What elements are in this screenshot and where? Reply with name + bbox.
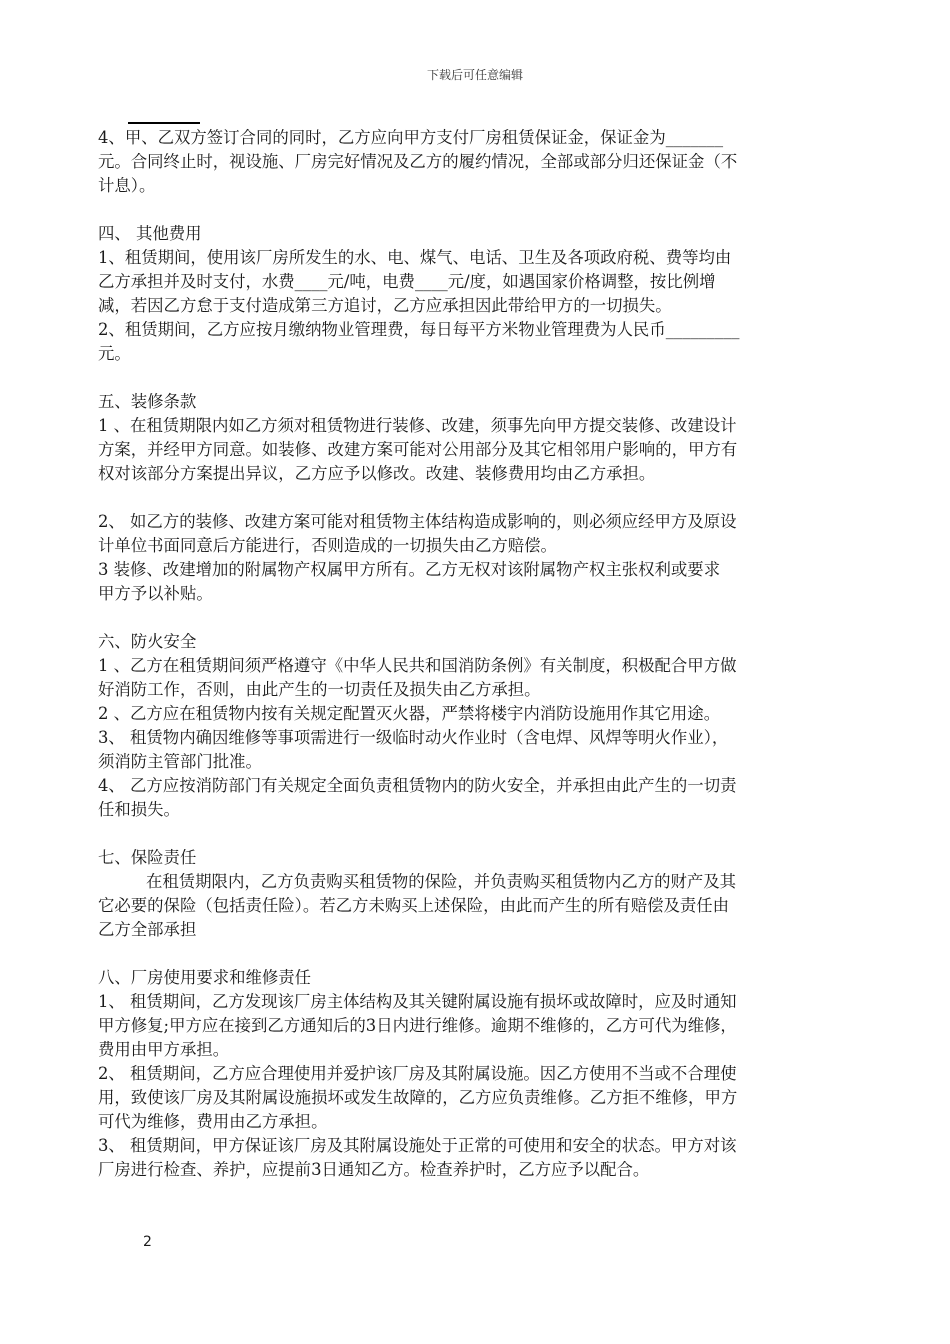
text-line: 在租赁期限内，乙方负责购买租赁物的保险，并负责购买租赁物内乙方的财产及其 [146,872,737,891]
text-line: 1、 租赁期间，乙方发现该厂房主体结构及其关键附属设施有损坏或故障时，应及时通知 [98,992,737,1011]
text-line: 乙方全部承担 [98,920,197,939]
section-heading: 六、防火安全 [98,632,197,651]
text-line: 费用由甲方承担。 [98,1040,230,1059]
paragraph-gap [98,606,854,630]
text-line: 元。 [98,344,131,363]
page-header: 下载后可任意编辑 [426,68,523,82]
section-heading: 四、 其他费用 [98,224,202,243]
text-line: 1 、在租赁期限内如乙方须对租赁物进行装修、改建，须事先向甲方提交装修、改建设计 [98,416,737,435]
page-number: 2 [143,1234,152,1250]
text-line: 2、租赁期间，乙方应按月缴纳物业管理费，每日每平方米物业管理费为人民币_________ [98,320,740,339]
text-line: 4、甲、乙双方签订合同的同时，乙方应向甲方支付厂房租赁保证金，保证金为_______ [98,128,724,147]
document-body [98,126,854,1182]
paragraph-gap [98,942,854,966]
paragraph-gap [98,198,854,222]
text-line: 2、 如乙方的装修、改建方案可能对租赁物主体结构造成影响的，则必须应经甲方及原设 [98,512,737,531]
section-heading: 五、装修条款 [98,392,197,411]
text-line: 可代为维修，费用由乙方承担。 [98,1112,328,1131]
text-line: 方案，并经甲方同意。如装修、改建方案可能对公用部分及其它相邻用户影响的，甲方有 [98,440,738,459]
text-line: 权对该部分方案提出异议，乙方应予以修改。改建、装修费用均由乙方承担。 [98,464,656,483]
text-line: 1、租赁期间，使用该厂房所发生的水、电、煤气、电话、卫生及各项政府税、费等均由 [98,248,732,267]
text-line: 元。合同终止时，视设施、厂房完好情况及乙方的履约情况，全部或部分归还保证金（不 [98,152,738,171]
text-line: 乙方承担并及时支付，水费____元/吨，电费____元/度，如遇国家价格调整，按比例增 [98,272,716,291]
text-line: 2 、乙方应在租赁物内按有关规定配置灭火器，严禁将楼宇内消防设施用作其它用途。 [98,704,721,723]
text-line: 任和损失。 [98,800,180,819]
paragraph-gap [98,822,854,846]
text-line: 4、 乙方应按消防部门有关规定全面负责租赁物内的防火安全，并承担由此产生的一切责 [98,776,737,795]
top-rule [128,122,200,124]
text-line: 计单位书面同意后方能进行，否则造成的一切损失由乙方赔偿。 [98,536,557,555]
text-line: 3、 租赁期间，甲方保证该厂房及其附属设施处于正常的可使用和安全的状态。甲方对该 [98,1136,737,1155]
paragraph-gap [98,366,854,390]
text-line: 须消防主管部门批准。 [98,752,262,771]
text-line: 1 、乙方在租赁期间须严格遵守《中华人民共和国消防条例》有关制度，积极配合甲方做 [98,656,737,675]
text-line: 计息）。 [98,176,156,195]
text-line: 甲方修复;甲方应在接到乙方通知后的3日内进行维修。逾期不维修的，乙方可代为维修， [98,1016,737,1035]
text-line: 好消防工作，否则，由此产生的一切责任及损失由乙方承担。 [98,680,541,699]
text-line: 它必要的保险（包括责任险）。若乙方未购买上述保险，由此而产生的所有赔偿及责任由 [98,896,730,915]
section-heading: 八、厂房使用要求和维修责任 [98,968,312,987]
text-line: 厂房进行检查、养护，应提前3日通知乙方。检查养护时，乙方应予以配合。 [98,1160,650,1179]
text-line: 用，致使该厂房及其附属设施损坏或发生故障的，乙方应负责维修。乙方拒不维修，甲方 [98,1088,738,1107]
text-line: 2、 租赁期间，乙方应合理使用并爱护该厂房及其附属设施。因乙方使用不当或不合理使 [98,1064,737,1083]
section-heading: 七、保险责任 [98,848,197,867]
text-line: 减，若因乙方怠于支付造成第三方追讨，乙方应承担因此带给甲方的一切损失。 [98,296,672,315]
text-line: 甲方予以补贴。 [98,584,213,603]
paragraph-gap [98,486,854,510]
text-line: 3、 租赁物内确因维修等事项需进行一级临时动火作业时（含电焊、风焊等明火作业）， [98,728,729,747]
text-line: 3 装修、改建增加的附属物产权属甲方所有。乙方无权对该附属物产权主张权利或要求 [98,560,721,579]
